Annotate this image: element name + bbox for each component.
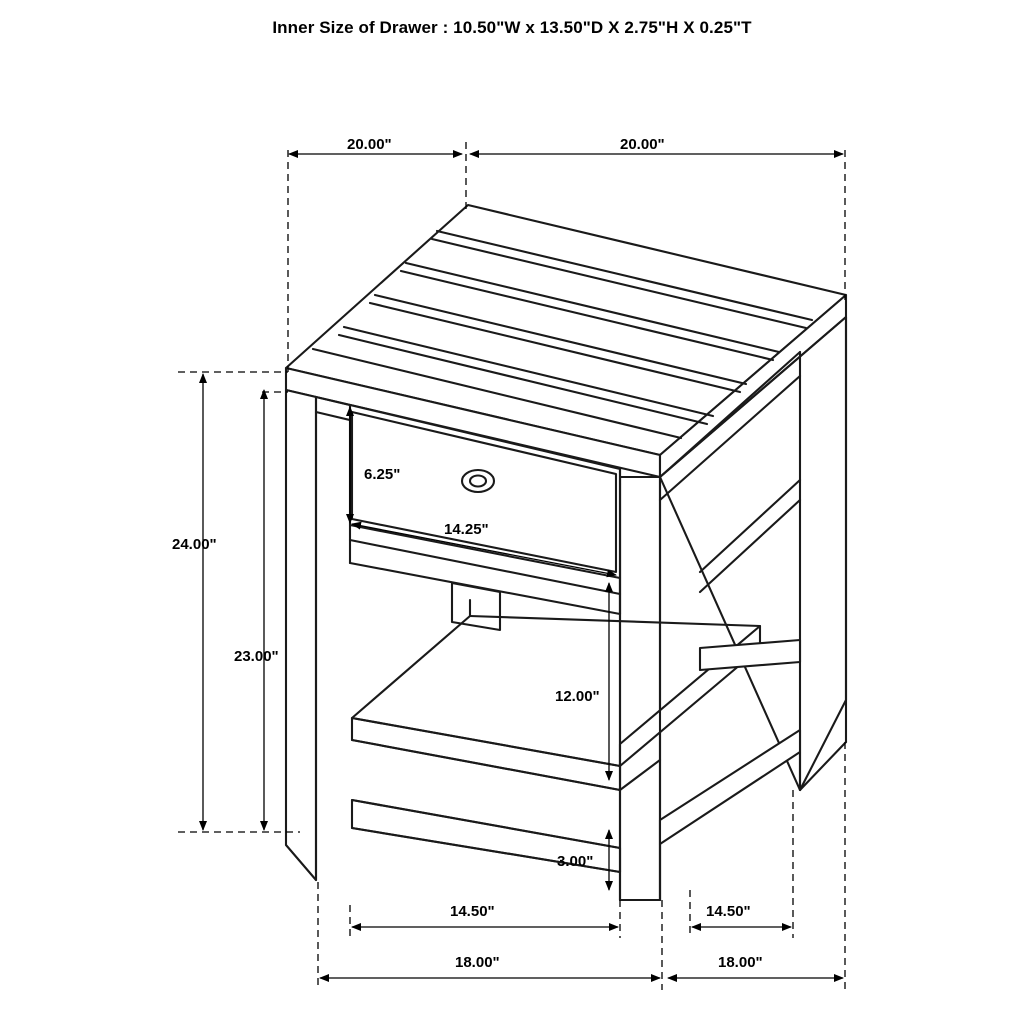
dim-leg-clearance-height: 3.00"	[557, 853, 594, 870]
dim-drawer-front-height: 6.25"	[364, 466, 401, 483]
page-title: Inner Size of Drawer : 10.50"W x 13.50"D X 2.75"H X 0.25"T	[272, 18, 752, 37]
dim-bottom-left-width: 18.00"	[455, 954, 500, 971]
dim-base-right-width: 14.50"	[706, 903, 751, 920]
dim-base-left-width: 14.50"	[450, 903, 495, 920]
dim-bottom-right-width: 18.00"	[718, 954, 763, 971]
dim-shelf-to-drawer-height: 12.00"	[555, 688, 600, 705]
dim-drawer-front-width: 14.25"	[444, 521, 489, 538]
dim-overall-height: 24.00"	[172, 536, 217, 553]
dim-case-height: 23.00"	[234, 648, 279, 665]
dim-top-left-width: 20.00"	[347, 136, 392, 153]
dim-top-right-width: 20.00"	[620, 136, 665, 153]
